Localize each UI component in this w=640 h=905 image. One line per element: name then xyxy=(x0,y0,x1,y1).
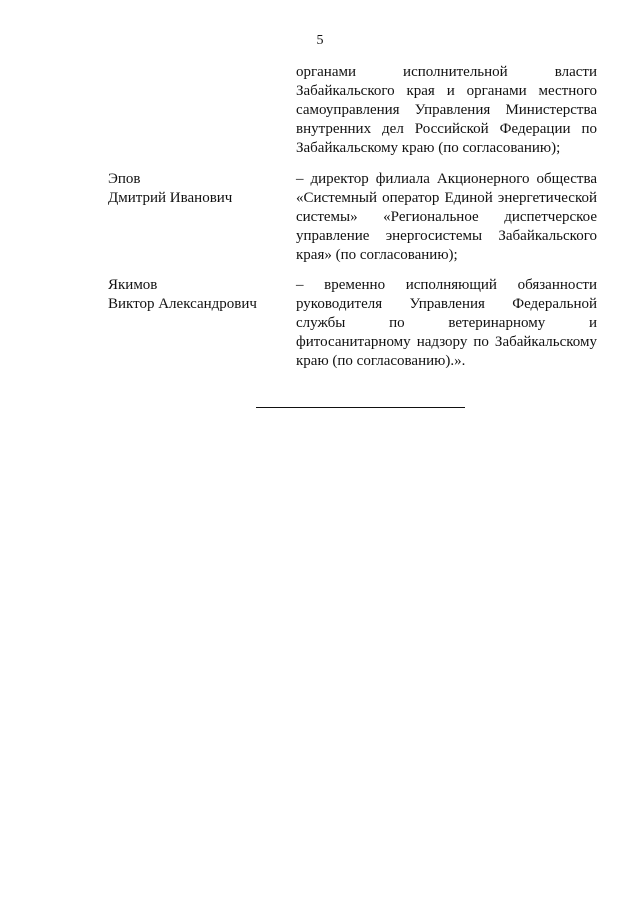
member-given-names: Виктор Александрович xyxy=(108,296,257,312)
text-line: «Системный оператор Единой энергетической xyxy=(296,190,597,206)
member-position xyxy=(296,170,597,265)
text-line: руководителя Управления Федеральной xyxy=(296,296,597,312)
text-line: самоуправления Управления Министерства xyxy=(296,102,597,118)
text-line: – временно исполняющий обязанности xyxy=(296,277,597,293)
text-line: управление энергосистемы Забайкальского xyxy=(296,228,597,244)
text-line: – директор филиала Акционерного общества xyxy=(296,171,597,187)
text-line: фитосанитарному надзору по Забайкальскому xyxy=(296,334,597,350)
text-line: органами исполнительной власти xyxy=(296,64,597,80)
member-name xyxy=(108,276,278,314)
text-line: системы» «Региональное диспетчерское xyxy=(296,209,597,225)
text-line: внутренних дел Российской Федерации по xyxy=(296,121,597,137)
text-line: Забайкальского края и органами местного xyxy=(296,83,597,99)
text-line: края» (по согласованию); xyxy=(296,247,458,263)
page-number: 5 xyxy=(316,33,324,48)
continuation-text xyxy=(296,63,597,158)
member-surname: Эпов xyxy=(108,171,141,187)
text-line: Забайкальскому краю (по согласованию); xyxy=(296,140,561,156)
member-surname: Якимов xyxy=(108,277,158,293)
text-line: краю (по согласованию).». xyxy=(296,353,466,369)
end-separator-line xyxy=(256,407,465,408)
member-name xyxy=(108,170,278,208)
member-given-names: Дмитрий Иванович xyxy=(108,190,233,206)
text-line: службы по ветеринарному и xyxy=(296,315,597,331)
member-position xyxy=(296,276,597,371)
